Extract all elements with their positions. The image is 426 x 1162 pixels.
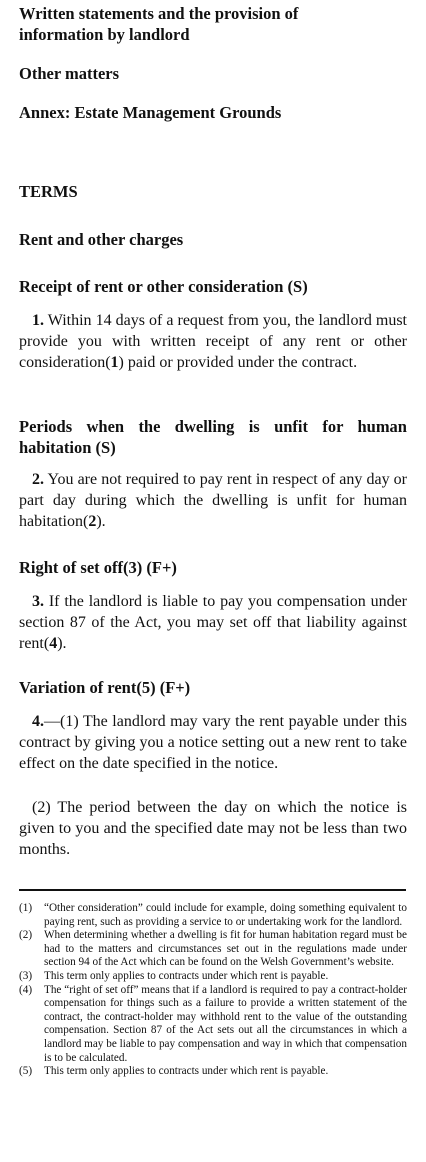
footnote-ref-4: 4 <box>49 635 58 652</box>
clause-3-number: 3. <box>32 593 44 610</box>
toc-item-other-matters: Other matters <box>19 64 120 83</box>
clause-4-text-a: —(1) The landlord may vary the rent payable under this contract by giving you a notice setting out a new rent to take effect on the date specified in the notice. <box>19 713 407 772</box>
clause-4-number: 4. <box>32 713 44 730</box>
footnote-2 <box>19 929 407 970</box>
footnote-number: (1) <box>19 902 33 914</box>
footnote-ref-1: 1 <box>110 354 119 371</box>
clause-2-text-b: ). <box>96 513 106 530</box>
clause-1-text <box>19 310 407 373</box>
clause-1-heading: Receipt of rent or other consideration (S) <box>19 277 308 296</box>
toc-item-written-statements: Written statements and the provision of information by landlord <box>19 4 299 44</box>
toc-item-annex: Annex: Estate Management Grounds <box>19 103 282 122</box>
clause-4-text-2: (2) The period between the day on which the notice is given to you and the specified date may not be less than two months. <box>19 799 407 858</box>
footnote-text: When determining whether a dwelling is fit for human habitation regard must be had to the matters and circumstances set out in the regulations made under section 94 of the Act which can be found on the Welsh Government’s website. <box>44 929 407 969</box>
clause-2-heading: Periods when the dwelling is unfit for human habitation (S) <box>19 417 407 457</box>
clause-4-heading: Variation of rent(5) (F+) <box>19 678 191 697</box>
footnote-separator <box>19 889 406 891</box>
clause-3-heading: Right of set off(3) (F+) <box>19 558 177 577</box>
clause-3-text-b: ). <box>57 635 67 652</box>
footnote-1 <box>19 902 407 929</box>
clause-3-text-a: If the landlord is liable to pay you compensation under section 87 of the Act, you may set off that liability against rent( <box>19 593 407 652</box>
footnote-text: “Other consideration” could include for example, doing something equivalent to paying rent, such as providing a service to or undertaking work for the landlord. <box>44 902 407 928</box>
section-heading-rent: Rent and other charges <box>19 230 184 249</box>
footnote-5 <box>19 1065 407 1079</box>
footnote-ref-2: 2 <box>88 513 97 530</box>
clause-2-number: 2. <box>32 471 44 488</box>
footnote-3 <box>19 970 407 984</box>
footnotes <box>19 902 407 1079</box>
footnote-number: (4) <box>19 983 33 996</box>
footnote-text: The “right of set off” means that if a landlord is required to pay a contract-holder compensation for things such as a failure to provide a written statement of the contract, the contract-holder may withhold rent to the value of the outstanding compensation. Section 87 of the Act sets out all the circumstances in which a landlord may be liable to pay compensation and way in which that compensation is to be calculated. <box>44 983 407 1064</box>
terms-title: TERMS <box>19 182 78 201</box>
footnote-number: (2) <box>19 929 33 942</box>
clause-1-text-b: ) paid or provided under the contract. <box>118 354 358 371</box>
clause-2-text-a: You are not required to pay rent in respect of any day or part day during which the dwelling is unfit for human habitation( <box>19 471 407 530</box>
footnote-text: This term only applies to contracts under which rent is payable. <box>44 969 329 982</box>
clause-2-text <box>19 469 407 532</box>
footnote-number: (5) <box>19 1065 33 1078</box>
clause-3-text <box>19 591 407 654</box>
footnote-text: This term only applies to contracts under which rent is payable. <box>44 1065 329 1078</box>
clause-4-text-1 <box>19 711 407 774</box>
clause-1-text-a: Within 14 days of a request from you, the landlord must provide you with written receipt of any rent or other consideration( <box>19 312 407 371</box>
clause-1-number: 1. <box>32 312 44 329</box>
footnote-number: (3) <box>19 969 33 982</box>
footnote-4 <box>19 984 407 1066</box>
